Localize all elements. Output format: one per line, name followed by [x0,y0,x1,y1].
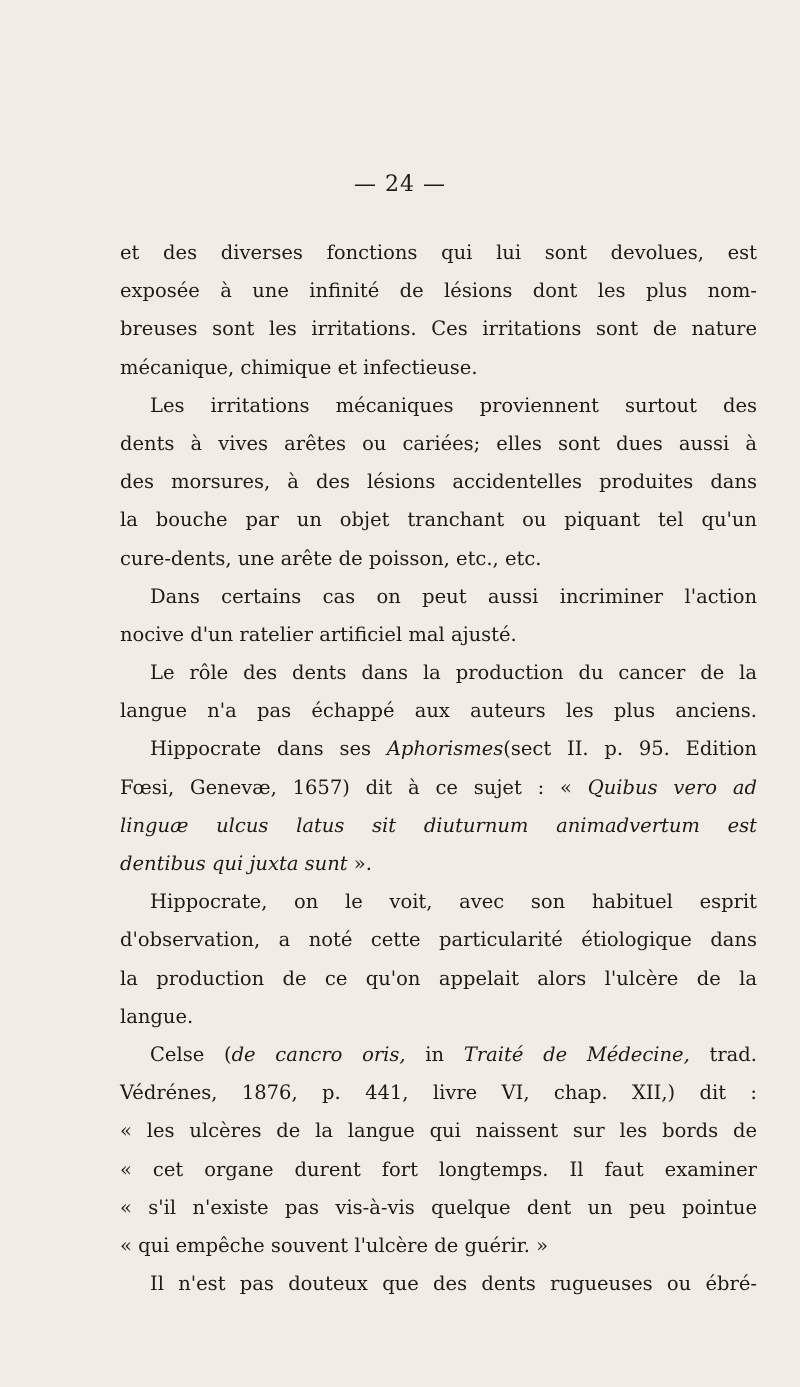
text-line: exposée à une infinité de lésions dont les plus nom- [120,279,757,303]
text-line: mécanique, chimique et infectieuse. [120,355,478,379]
text-line: langue. [120,1004,194,1028]
text-line: « s'il n'existe pas vis-à-vis quelque dent un peu pointue [120,1195,757,1219]
text-line: cure-dents, une arête de poisson, etc., etc. [120,546,542,570]
text-line: Il n'est pas douteux que des dents rugueuses ou ébré- [150,1272,757,1296]
text-line: Fœsi, Genevæ, 1657) dit à ce sujet : « Quibus vero ad [120,775,757,799]
text-line: dents à vives arêtes ou cariées; elles sont dues aussi à [120,431,757,455]
text-line: la production de ce qu'on appelait alors l'ulcère de la [120,966,757,990]
text-line: Hippocrate, on le voit, avec son habituel esprit [150,890,757,914]
text-line: Dans certains cas on peut aussi incriminer l'action [150,584,757,608]
text-line: « qui empêche souvent l'ulcère de guérir. » [120,1233,549,1257]
text-line: dentibus qui juxta sunt ». [120,852,372,875]
page-number: — 24 — [354,172,446,197]
body-text [120,234,757,1303]
text-line: la bouche par un objet tranchant ou piquant tel qu'un [120,508,757,532]
text-line: « les ulcères de la langue qui naissent sur les bords de [120,1119,757,1143]
text-line: breuses sont les irritations. Ces irritations sont de nature [120,317,757,341]
text-line: nocive d'un ratelier artificiel mal ajusté. [120,622,517,646]
text-line: langue n'a pas échappé aux auteurs les plus anciens. [120,699,757,723]
text-line: Hippocrate dans ses Aphorismes(sect II. p. 95. Edition [150,737,757,761]
text-line: des morsures, à des lésions accidentelles produites dans [120,470,757,494]
text-line: Le rôle des dents dans la production du cancer de la [150,661,757,685]
text-line: linguæ ulcus latus sit diuturnum animadvertum est [120,813,757,837]
text-line: Védrénes, 1876, p. 441, livre VI, chap. XII,) dit : [120,1081,757,1105]
text-line: d'observation, a noté cette particularité étiologique dans [120,928,757,952]
text-line: Les irritations mécaniques proviennent surtout des [150,393,757,417]
text-line: « cet organe durent fort longtemps. Il faut examiner [120,1157,757,1181]
text-line: Celse (de cancro oris, in Traité de Médecine, trad. [150,1042,757,1066]
text-line: et des diverses fonctions qui lui sont devolues, est [120,241,757,264]
